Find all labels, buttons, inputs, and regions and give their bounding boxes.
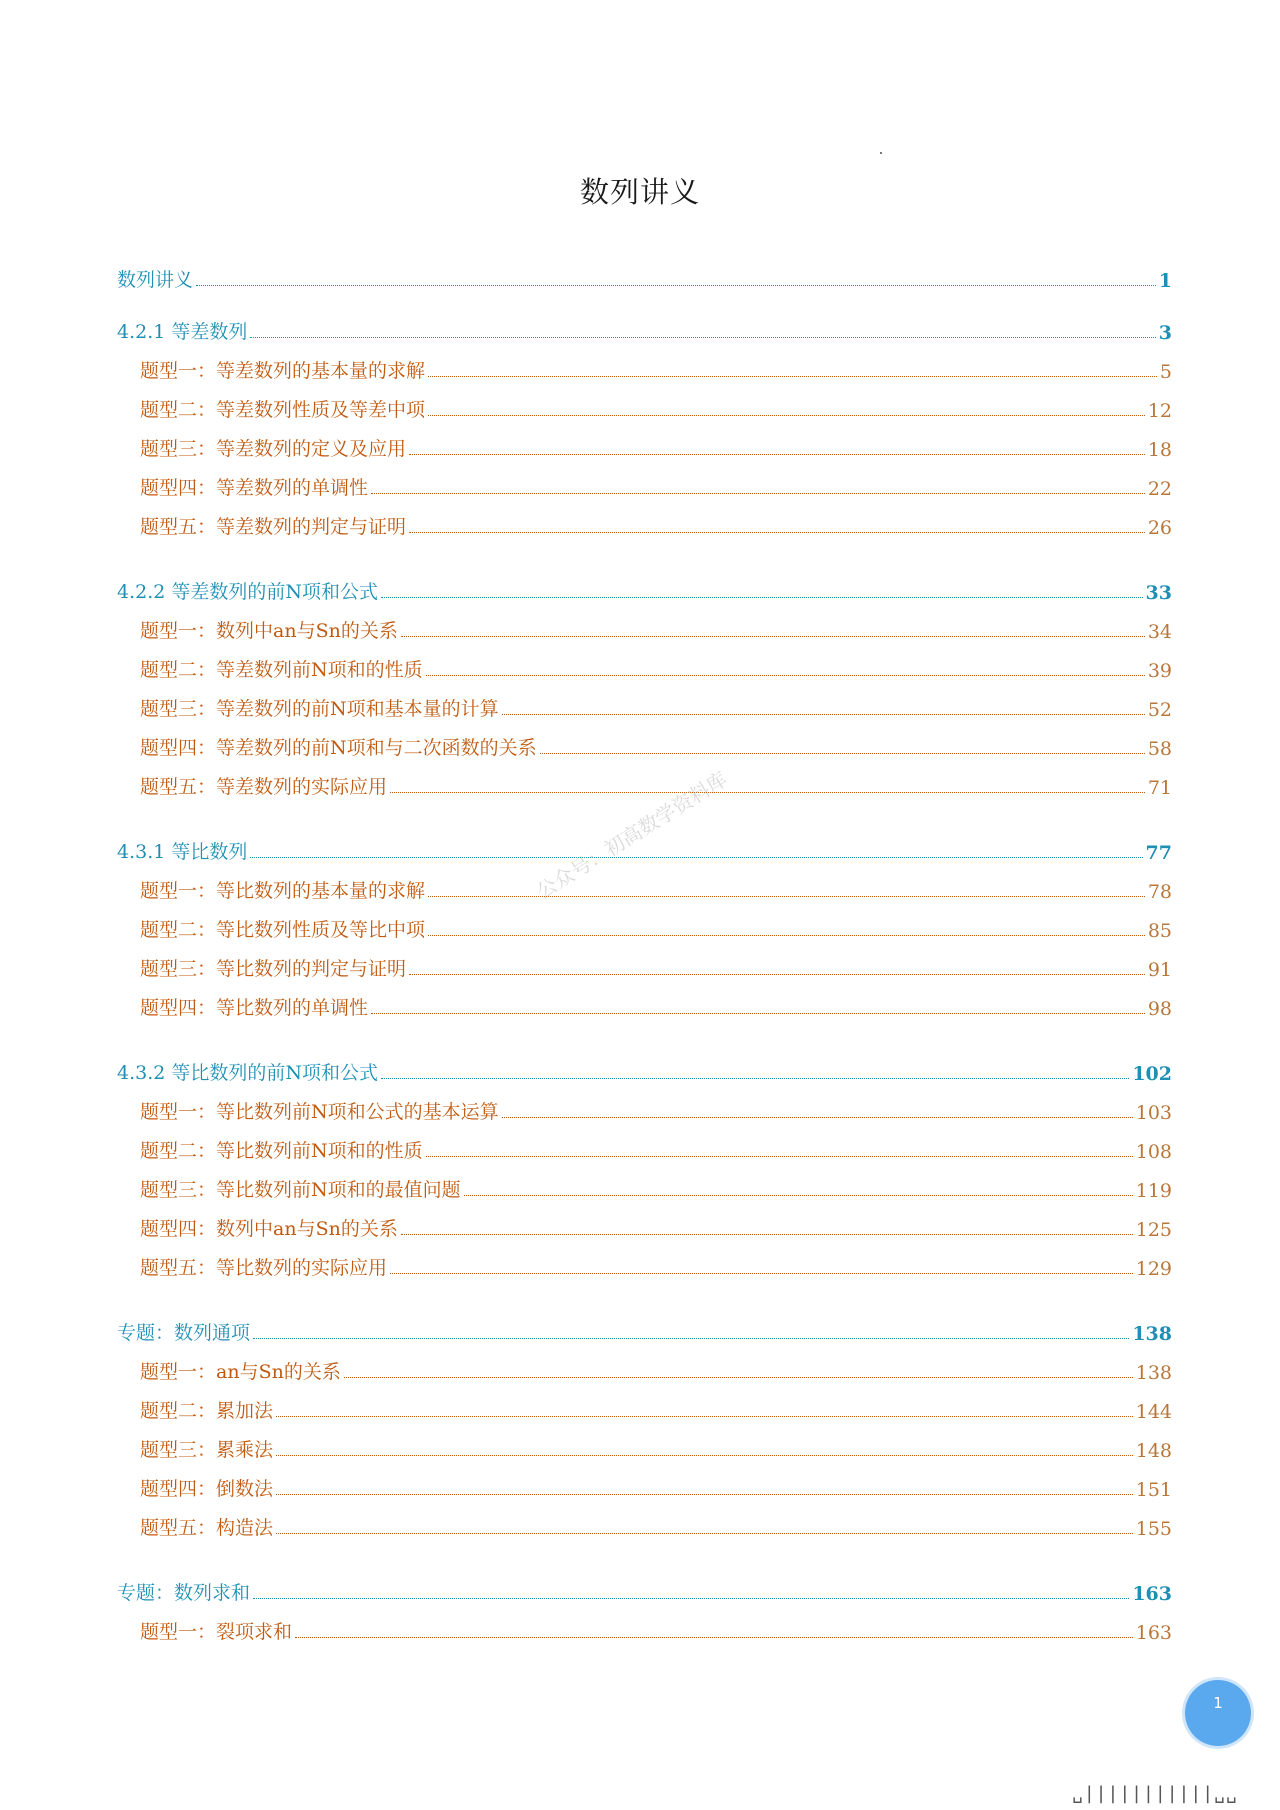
toc-subsection-entry[interactable] (117, 344, 1172, 383)
toc-dot-leader (540, 753, 1145, 754)
toc-page-number: 71 (1147, 777, 1172, 799)
toc-page-number: 155 (1135, 1518, 1172, 1540)
toc-entry-title: 题型一：等比数列前N项和公式的基本运算 (140, 1101, 499, 1123)
toc-section-entry[interactable] (117, 1293, 1172, 1345)
toc-dot-leader (428, 415, 1145, 416)
toc-subsection-entry[interactable] (117, 604, 1172, 643)
toc-subsection-entry[interactable] (117, 1605, 1172, 1644)
toc-entry-title: 题型四：等差数列的单调性 (140, 477, 369, 499)
toc-page-number: 52 (1147, 699, 1172, 721)
toc-subsection-entry[interactable] (117, 1163, 1172, 1202)
toc-section-entry[interactable] (117, 292, 1172, 344)
toc-section-entry[interactable] (117, 1033, 1172, 1085)
toc-entry-title: 题型四：等比数列的单调性 (140, 997, 369, 1019)
toc-entry-title: 题型一：an与Sn的关系 (140, 1361, 341, 1383)
toc-dot-leader (428, 376, 1157, 377)
speck-mark (880, 152, 882, 154)
toc-entry-title: 题型五：等比数列的实际应用 (140, 1257, 388, 1279)
toc-entry-title: 题型二：等比数列前N项和的性质 (140, 1140, 423, 1162)
toc-entry-title: 题型三：等比数列的判定与证明 (140, 958, 407, 980)
toc-page-number: 18 (1147, 439, 1172, 461)
toc-dot-leader (390, 1273, 1133, 1274)
toc-dot-leader (276, 1494, 1133, 1495)
toc-subsection-entry[interactable] (117, 682, 1172, 721)
toc-dot-leader (502, 714, 1145, 715)
toc-page-number: 58 (1147, 738, 1172, 760)
toc-subsection-entry[interactable] (117, 1423, 1172, 1462)
toc-page-number: 91 (1147, 959, 1172, 981)
toc-page-number: 22 (1147, 478, 1172, 500)
toc-entry-title: 题型五：等差数列的判定与证明 (140, 516, 407, 538)
toc-page-number: 33 (1145, 582, 1172, 604)
toc-dot-leader (371, 493, 1145, 494)
toc-subsection-entry[interactable] (117, 1384, 1172, 1423)
toc-page-number: 85 (1147, 920, 1172, 942)
toc-entry-title: 题型二：等差数列前N项和的性质 (140, 659, 423, 681)
toc-entry-title: 4.2.1 等差数列 (117, 321, 248, 343)
toc-subsection-entry[interactable] (117, 981, 1172, 1020)
toc-page-number: 26 (1147, 517, 1172, 539)
toc-subsection-entry[interactable] (117, 942, 1172, 981)
toc-dot-leader (276, 1416, 1133, 1417)
toc-dot-leader (371, 1013, 1145, 1014)
toc-dot-leader (401, 636, 1145, 637)
toc-entry-title: 题型一：等差数列的基本量的求解 (140, 360, 426, 382)
toc-dot-leader (390, 792, 1145, 793)
toc-page-number: 77 (1145, 842, 1172, 864)
toc-section-entry[interactable] (117, 240, 1172, 292)
toc-subsection-entry[interactable] (117, 1085, 1172, 1124)
toc-entry-title: 题型三：等差数列的前N项和基本量的计算 (140, 698, 499, 720)
toc-subsection-entry[interactable] (117, 461, 1172, 500)
toc-page-number: 129 (1135, 1258, 1172, 1280)
document-title: 数列讲义 (579, 175, 700, 209)
toc-subsection-entry[interactable] (117, 1124, 1172, 1163)
toc-page-number: 151 (1135, 1479, 1172, 1501)
toc-page-number: 138 (1135, 1362, 1172, 1384)
toc-dot-leader (426, 1156, 1133, 1157)
toc-dot-leader (409, 454, 1145, 455)
toc-entry-title: 题型四：等差数列的前N项和与二次函数的关系 (140, 737, 537, 759)
toc-entry-title: 4.3.2 等比数列的前N项和公式 (117, 1062, 379, 1084)
corner-badge: ␣|||||||||||␣␣ (1072, 1783, 1238, 1804)
toc-subsection-entry[interactable] (117, 383, 1172, 422)
toc-subsection-entry[interactable] (117, 864, 1172, 903)
toc-page-number: 108 (1135, 1141, 1172, 1163)
toc-page-number: 98 (1147, 998, 1172, 1020)
toc-entry-title: 专题：数列通项 (117, 1322, 251, 1344)
watermark: 公众号：初高数学资料库 (532, 766, 732, 904)
toc-page-number: 148 (1135, 1440, 1172, 1462)
toc-page-number: 163 (1135, 1622, 1172, 1644)
toc-dot-leader (276, 1533, 1133, 1534)
toc-subsection-entry[interactable] (117, 1501, 1172, 1540)
toc-subsection-entry[interactable] (117, 500, 1172, 539)
toc-subsection-entry[interactable] (117, 1241, 1172, 1280)
toc-subsection-entry[interactable] (117, 721, 1172, 760)
toc-entry-title: 题型五：等差数列的实际应用 (140, 776, 388, 798)
toc-dot-leader (250, 337, 1155, 338)
toc-page-number: 34 (1147, 621, 1172, 643)
toc-entry-title: 题型三：累乘法 (140, 1439, 274, 1461)
toc-dot-leader (253, 1598, 1129, 1599)
toc-subsection-entry[interactable] (117, 643, 1172, 682)
toc-entry-title: 题型四：数列中an与Sn的关系 (140, 1218, 398, 1240)
toc-entry-title: 题型一：裂项求和 (140, 1621, 293, 1643)
toc-dot-leader (409, 974, 1145, 975)
toc-page-number: 144 (1135, 1401, 1172, 1423)
toc-page-number: 3 (1158, 322, 1172, 344)
toc-entry-title: 专题：数列求和 (117, 1582, 251, 1604)
toc-section-entry[interactable] (117, 1553, 1172, 1605)
toc-entry-title: 数列讲义 (117, 269, 194, 291)
toc-entry-title: 4.2.2 等差数列的前N项和公式 (117, 581, 379, 603)
toc-entry-title: 题型二：等比数列性质及等比中项 (140, 919, 426, 941)
toc-dot-leader (250, 857, 1142, 858)
toc-dot-leader (344, 1377, 1133, 1378)
toc-entry-title: 题型二：等差数列性质及等差中项 (140, 399, 426, 421)
toc-dot-leader (409, 532, 1145, 533)
toc-dot-leader (428, 896, 1145, 897)
toc-page-number: 163 (1132, 1583, 1172, 1605)
toc-page-number: 119 (1135, 1180, 1172, 1202)
toc-dot-leader (502, 1117, 1133, 1118)
toc-subsection-entry[interactable] (117, 903, 1172, 942)
table-of-contents (117, 240, 1172, 1644)
toc-dot-leader (295, 1637, 1133, 1638)
toc-page-number: 78 (1147, 881, 1172, 903)
toc-subsection-entry[interactable] (117, 760, 1172, 799)
toc-dot-leader (253, 1338, 1129, 1339)
toc-dot-leader (381, 597, 1143, 598)
toc-page-number: 103 (1135, 1102, 1172, 1124)
toc-dot-leader (428, 935, 1145, 936)
toc-dot-leader (401, 1234, 1133, 1235)
toc-entry-title: 题型四：倒数法 (140, 1478, 274, 1500)
toc-subsection-entry[interactable] (117, 1345, 1172, 1384)
toc-entry-title: 题型三：等差数列的定义及应用 (140, 438, 407, 460)
toc-dot-leader (381, 1078, 1129, 1079)
toc-section-entry[interactable] (117, 552, 1172, 604)
toc-dot-leader (426, 675, 1145, 676)
toc-entry-title: 题型一：数列中an与Sn的关系 (140, 620, 398, 642)
toc-page-number: 102 (1132, 1063, 1172, 1085)
toc-dot-leader (196, 285, 1156, 286)
toc-subsection-entry[interactable] (117, 1462, 1172, 1501)
toc-page-number: 12 (1147, 400, 1172, 422)
toc-entry-title: 4.3.1 等比数列 (117, 841, 248, 863)
toc-dot-leader (464, 1195, 1133, 1196)
page-number-badge[interactable]: 1 (1185, 1680, 1251, 1746)
toc-page-number: 5 (1159, 361, 1172, 383)
toc-entry-title: 题型二：累加法 (140, 1400, 274, 1422)
toc-subsection-entry[interactable] (117, 1202, 1172, 1241)
toc-page-number: 1 (1158, 270, 1172, 292)
toc-page-number: 138 (1132, 1323, 1172, 1345)
toc-entry-title: 题型一：等比数列的基本量的求解 (140, 880, 426, 902)
toc-page-number: 39 (1147, 660, 1172, 682)
toc-page-number: 125 (1135, 1219, 1172, 1241)
toc-entry-title: 题型五：构造法 (140, 1517, 274, 1539)
toc-dot-leader (276, 1455, 1133, 1456)
toc-entry-title: 题型三：等比数列前N项和的最值问题 (140, 1179, 461, 1201)
toc-subsection-entry[interactable] (117, 422, 1172, 461)
